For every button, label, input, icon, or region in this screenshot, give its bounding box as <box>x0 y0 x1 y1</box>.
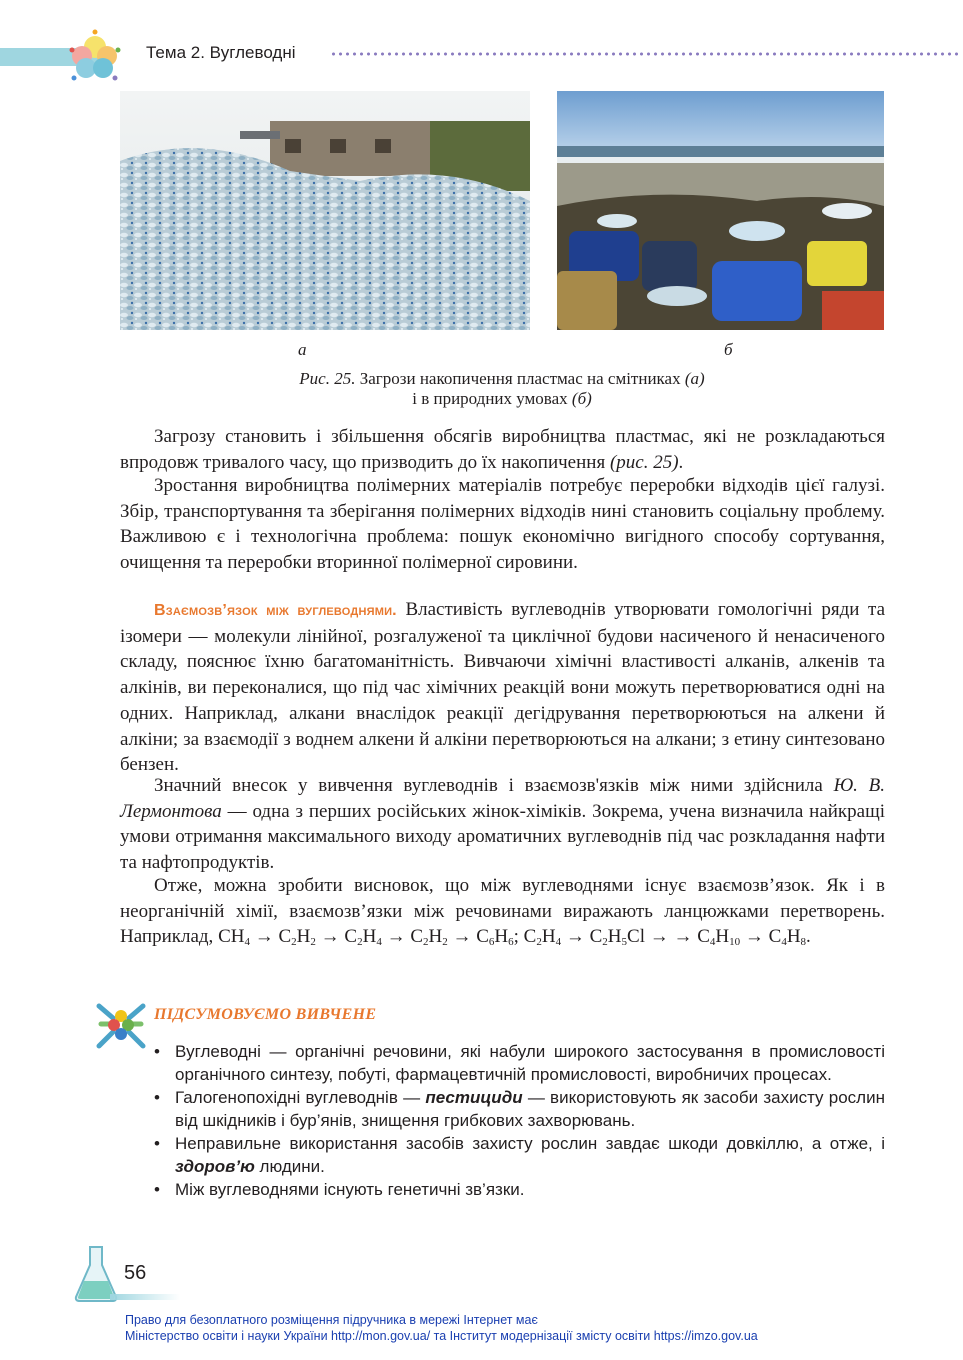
chapter-title: Тема 2. Вуглеводні <box>146 43 300 63</box>
summary-heading: ПІДСУМОВУЄМО ВИВЧЕНЕ <box>154 1006 377 1023</box>
summary-item: • Вуглеводні — органічні речовини, які набули широкого застосування в промисловості органічного синтезу, побуті, фармацевтичній промисловості, виробничих процесах. <box>152 1040 885 1086</box>
header-dotted-line <box>330 52 960 56</box>
paragraph-polymer-waste: Зростання виробництва полімерних матеріалів потребує переробки відходів цієї галузі. Збір, транспортування та зберігання полімерних відходів нині становить соціальну проблему. Важливою є і технологічна проблема: пошук економічно вигідного способу сортування, очищення та переробки вторинної полімерної сировини. <box>120 475 885 574</box>
figure-label-b: б <box>724 340 733 359</box>
figure-label-a: а <box>298 340 307 359</box>
paragraph-lermontova: Значний внесок у вивчення вуглеводнів і взаємозв'язків між ними здійснила Ю. В. Лермонтова — одна з перших російських жінок-хіміків. Зокрема, учена визначила найкращі умови отримання максимального виходу ароматичних вуглеводнів під час розкладання нафти та нафтопродуктів. <box>120 775 885 874</box>
section-heading: Взаємозв’язок між вуглеводнями. <box>154 602 397 619</box>
summary-item: • Галогенопохідні вуглеводнів — пестициди — використовують як засоби захисту рослин від шкідників і бур’янів, знищення грибкових захворювань. <box>152 1086 885 1132</box>
molecule-flower-icon <box>66 28 124 86</box>
summary-list <box>152 1040 885 1201</box>
summary-molecule-icon <box>95 996 147 1052</box>
paragraph-plastic-threat: Загрозу становить і збільшення обсягів виробництва пластмас, які не розкладаються впродовж тривалого часу, що призводить до їх накопичення (рис. 25). <box>120 426 885 473</box>
copyright-note: Право для безоплатного розміщення підручника в мережі Інтернет має Міністерство освіти і науки України http://mon.gov.ua/ та Інститут модернізації змісту освіти https://imzo.gov.ua <box>125 1313 758 1343</box>
page-number: 56 <box>124 1262 147 1284</box>
paragraph-conclusion: Отже, можна зробити висновок, що між вуглеводнями існує взаємозв’язок. Як і в неорганічній хімії, взаємозв’язки між речовинами виражають ланцюжками перетворень. Наприклад, $CH_4 \to C_2H_2 \to C_2H_4 \to C_2H_2 \to C_6H_6$; $C_2H_4 \to C_2H_5Cl$ → → $C_4H_{10} \to C_4H_8$. <box>120 875 885 949</box>
photo-beach-plastic <box>557 91 884 330</box>
figure-caption: Рис. 25. Загрози накопичення пластмас на смітниках (а) і в природних умовах (б) <box>299 369 705 408</box>
photo-plastic-dump <box>120 91 530 330</box>
summary-item: • Неправильне використання засобів захисту рослин завдає шкоди довкіллю, а отже, і здоров’ю людини. <box>152 1132 885 1178</box>
reaction-chain: $CH_4 \to C_2H_2 \to C_2H_4 \to C_2H_2 \to C_6H_6$; $C_2H_4 \to C_2H_5Cl$ → → $C_4H_{10} \to C_4H_8$. <box>218 926 811 949</box>
paragraph-hydrocarbon-relations: Взаємозв’язок між вуглеводнями. Властивість вуглеводнів утворювати гомологічні ряди та ізомери — молекули лінійної, розгалуженої та циклічної будови насиченого й ненасиченого складу, пояснює їхню багатоманітність. Вивчаючи хімічні властивості алканів, алкенів та алкінів, ви переконалися, що під час хімічних реакцій вони можуть перетворюватися одні на одних. Наприклад, алкани внаслідок реакції дегідрування перетворюються на алкени й алкіни; за взаємодії з воднем алкени й алкіни перетворюються на алкани; з етину синтезовано бензен. <box>120 599 886 776</box>
summary-item: • Між вуглеводнями існують генетичні зв’язки. <box>152 1178 885 1201</box>
footer-band <box>110 1294 180 1300</box>
